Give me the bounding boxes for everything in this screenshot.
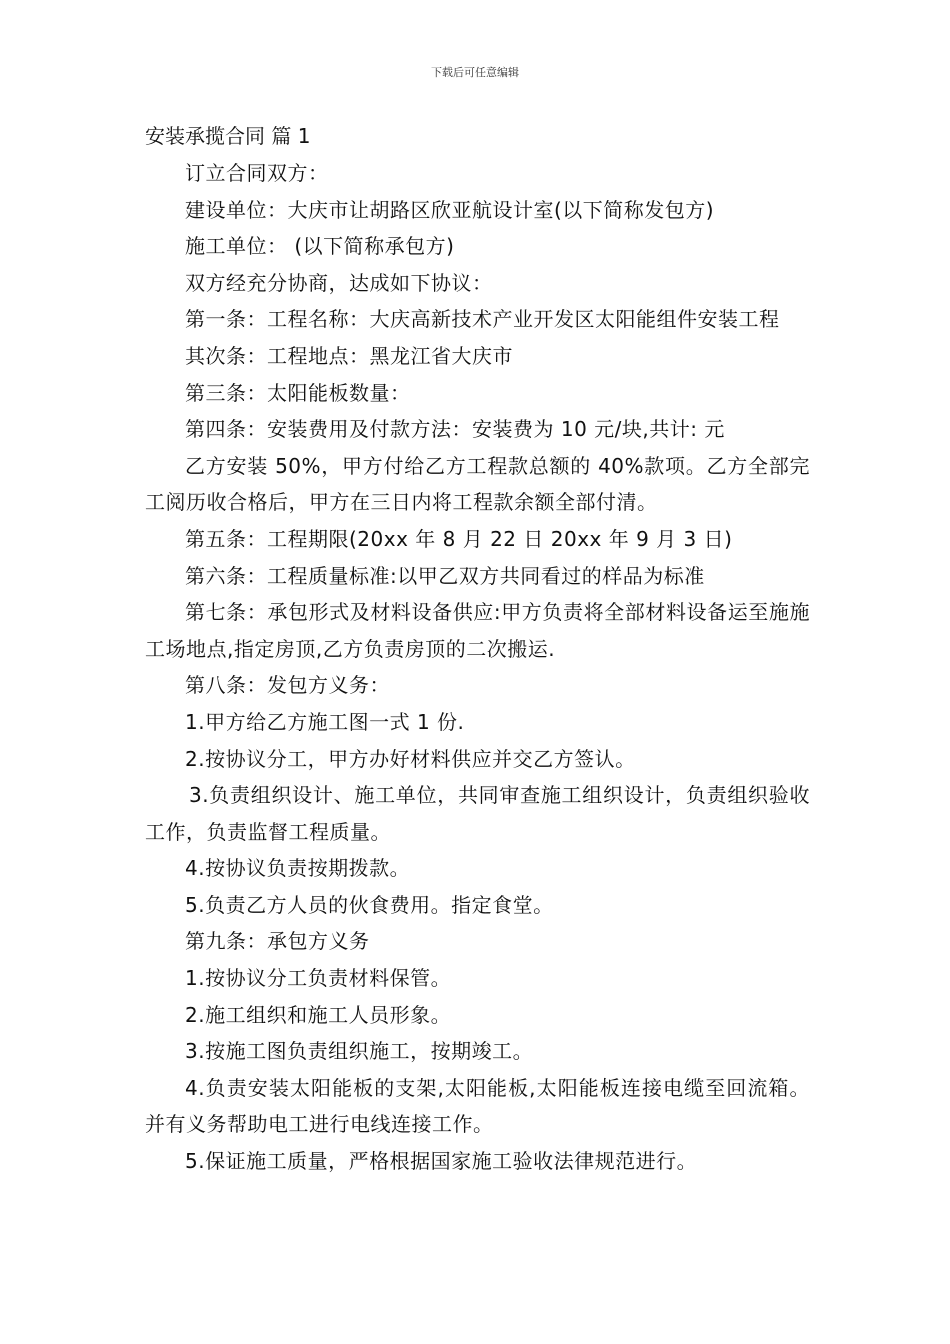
- article-9-contractor-duties: 第九条：承包方义务: [185, 929, 370, 954]
- paragraph-employer: 建设单位：大庆市让胡路区欣亚航设计室(以下简称发包方): [185, 197, 715, 222]
- contractor-duty-5: 5.保证施工质量，严格根据国家施工验收法律规范进行。: [185, 1149, 698, 1174]
- article-3-panel-quantity: 第三条：太阳能板数量：: [185, 380, 411, 405]
- contractor-duty-2: 2.施工组织和施工人员形象。: [185, 1002, 452, 1027]
- paragraph-payment-terms: 乙方安装 50%，甲方付给乙方工程款总额的 40%款项。乙方全部完工阅历收合格后，甲方在三日内将工程款余额全部付清。: [145, 453, 810, 515]
- document-title: 安装承揽合同 篇 1: [145, 124, 311, 148]
- employer-duty-5: 5.负责乙方人员的伙食费用。指定食堂。: [185, 892, 554, 917]
- article-5-duration: 第五条：工程期限(20xx 年 8 月 22 日 20xx 年 9 月 3 日): [185, 526, 733, 551]
- article-6-quality-standard: 第六条：工程质量标准:以甲乙双方共同看过的样品为标准: [185, 563, 705, 588]
- article-4-fees-payment: 第四条：安装费用及付款方法：安装费为 10 元/块,共计: 元: [185, 417, 725, 442]
- contractor-duty-4: 4.负责安装太阳能板的支架,太阳能板,太阳能板连接电缆至回流箱。并有义务帮助电工进行电线连接工作。: [145, 1075, 810, 1137]
- contractor-duty-1: 1.按协议分工负责材料保管。: [185, 966, 452, 991]
- article-8-employer-duties: 第八条：发包方义务：: [185, 673, 390, 698]
- page-header-note: 下载后可任意编辑: [431, 66, 519, 79]
- contractor-duty-3: 3.按施工图负责组织施工，按期竣工。: [185, 1039, 534, 1064]
- paragraph-agreement-intro: 双方经充分协商，达成如下协议：: [185, 270, 493, 295]
- paragraph-contractor: 施工单位： (以下简称承包方): [185, 234, 455, 259]
- article-7-contract-form: 第七条：承包形式及材料设备供应:甲方负责将全部材料设备运至施施工场地点,指定房顶,乙方负责房顶的二次搬运.: [145, 600, 810, 661]
- article-1-project-name: 第一条：工程名称：大庆高新技术产业开发区太阳能组件安装工程: [185, 307, 780, 332]
- contract-document: [145, 118, 810, 1180]
- article-2-project-location: 其次条：工程地点：黑龙江省大庆市: [185, 343, 513, 368]
- employer-duty-2: 2.按协议分工，甲方办好材料供应并交乙方签认。: [185, 746, 636, 771]
- employer-duty-4: 4.按协议负责按期拨款。: [185, 856, 411, 881]
- employer-duty-3: 3.负责组织设计、施工单位，共同审查施工组织设计，负责组织验收工作，负责监督工程质量。: [145, 783, 810, 844]
- paragraph-parties: 订立合同双方：: [185, 161, 329, 185]
- employer-duty-1: 1.甲方给乙方施工图一式 1 份.: [185, 709, 465, 734]
